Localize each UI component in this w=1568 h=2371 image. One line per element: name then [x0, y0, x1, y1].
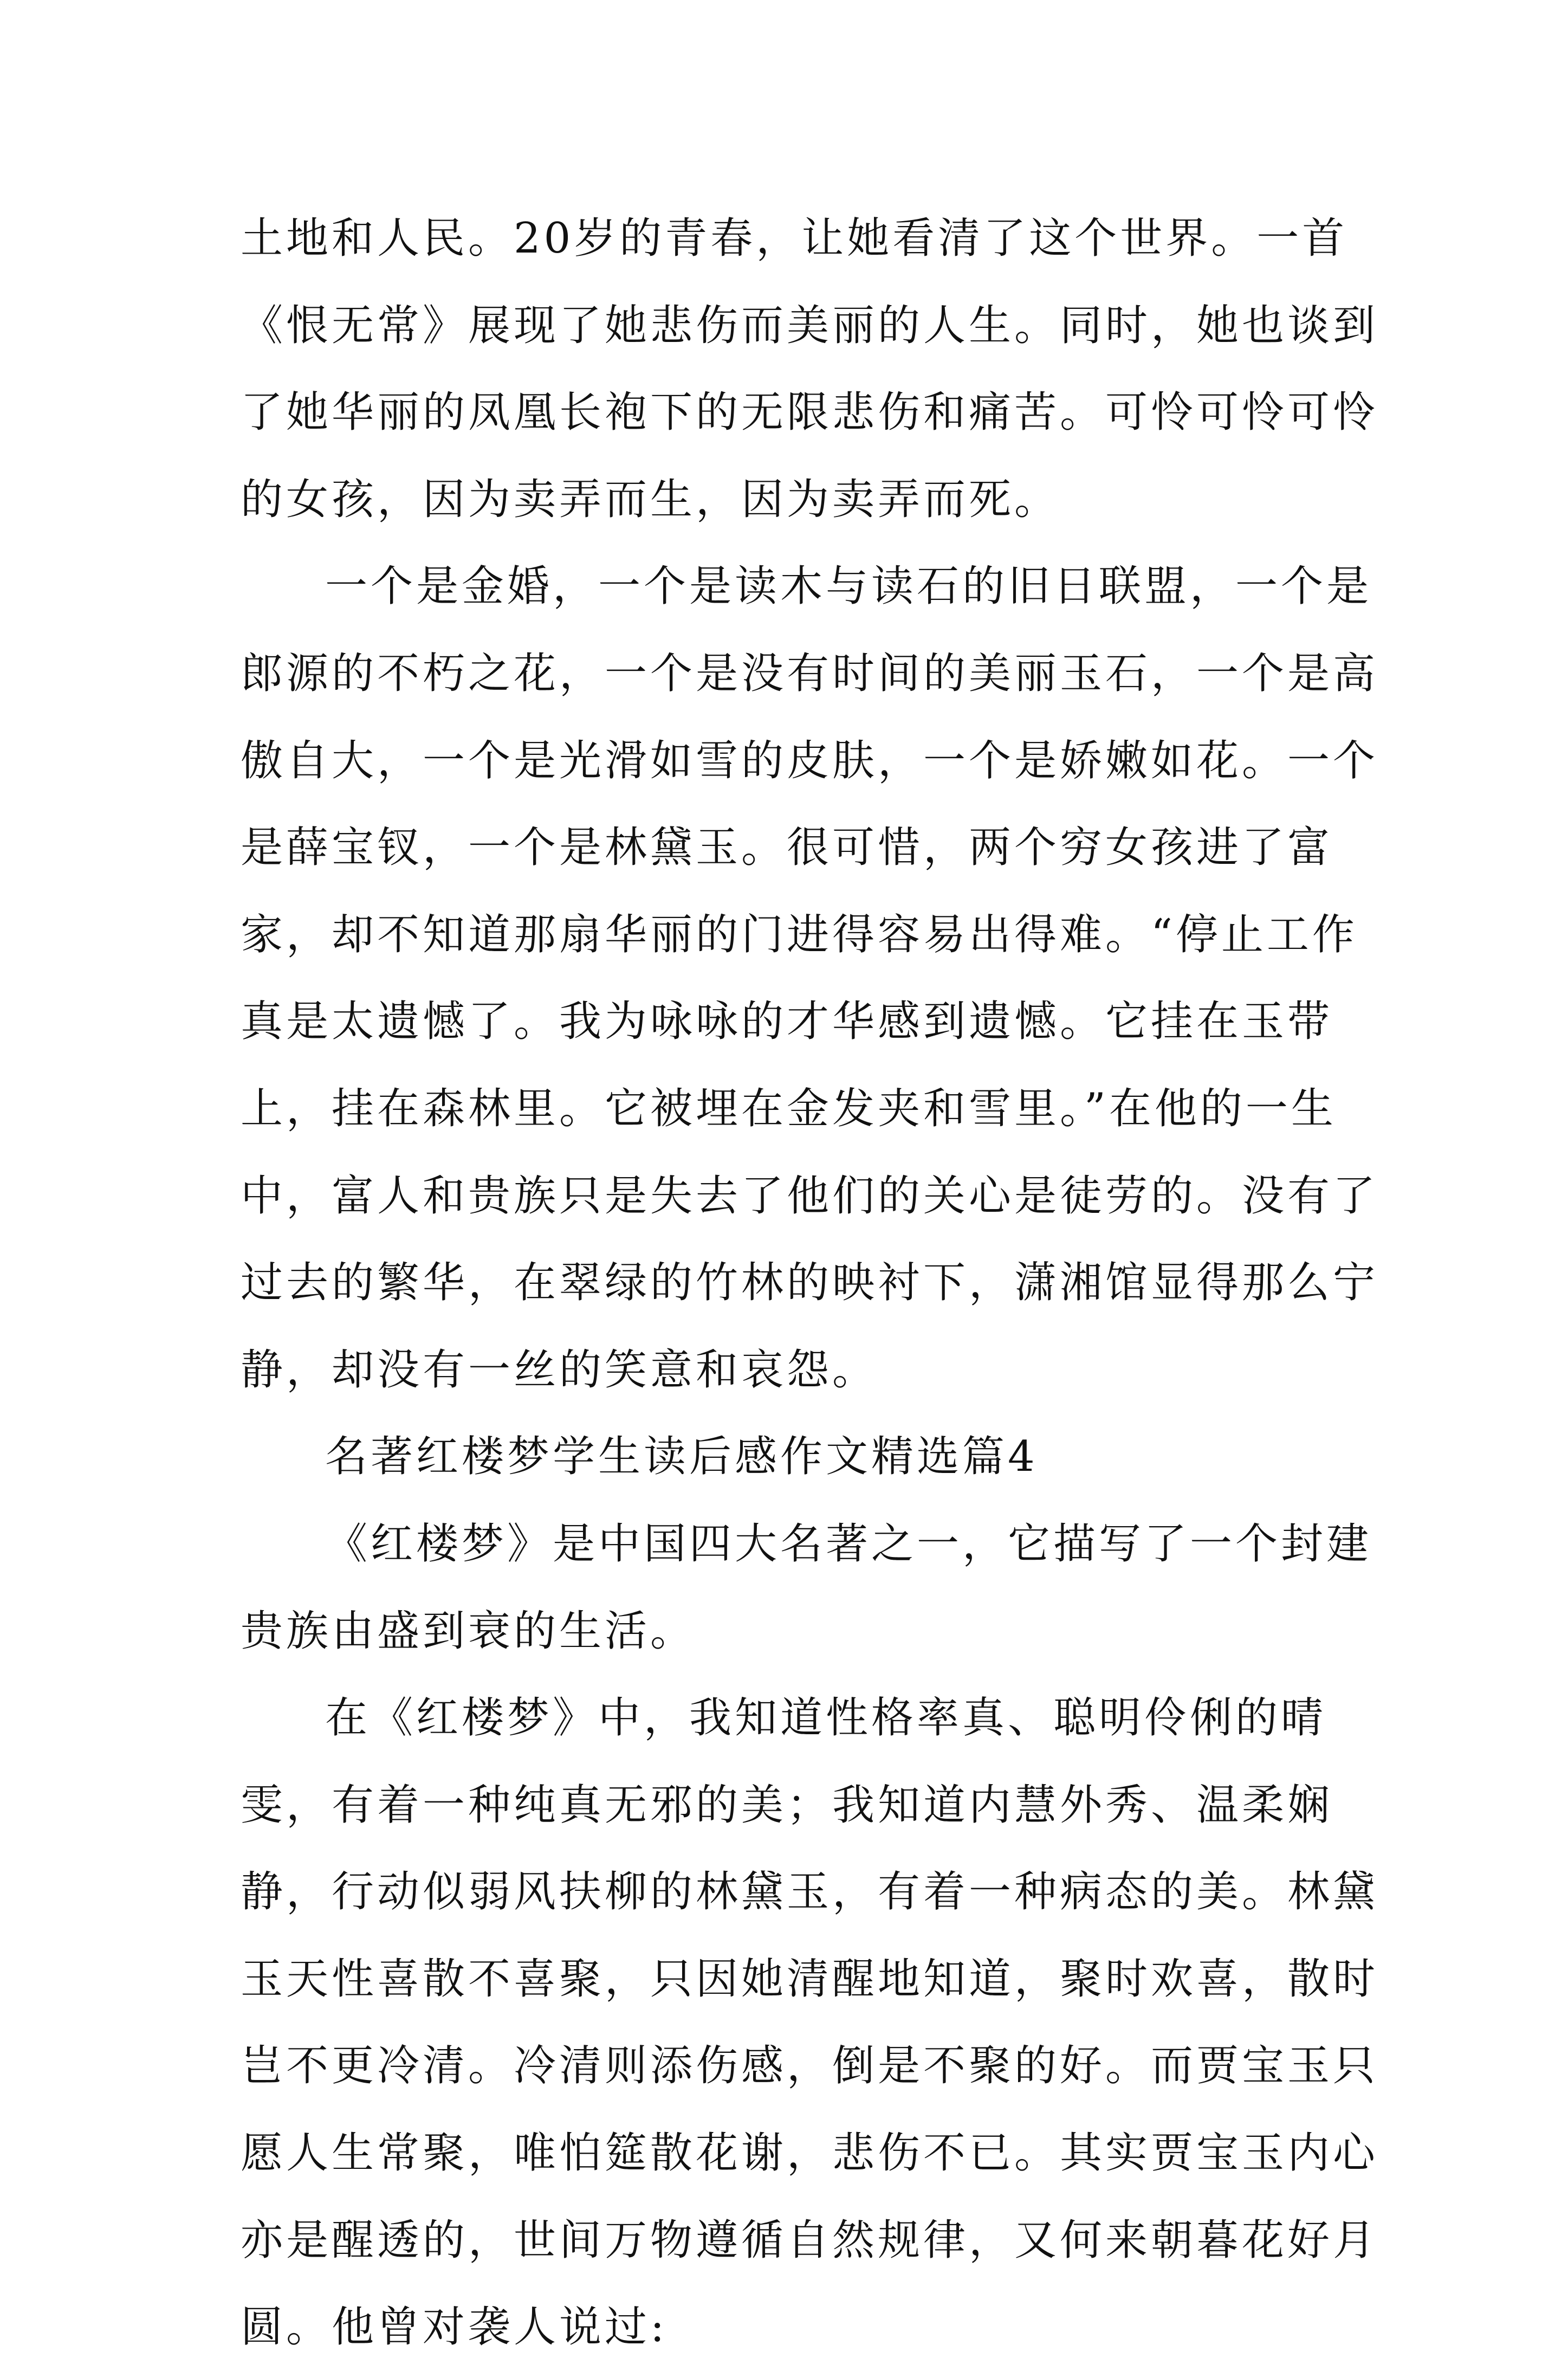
document-body [241, 195, 1389, 2371]
paragraph-1: 土地和人民。20岁的青春，让她看清了这个世界。一首《恨无常》展现了她悲伤而美丽的人生。同时，她也谈到了她华丽的凤凰长袍下的无限悲伤和痛苦。可怜可怜可怜的女孩，因为卖弄而生，因为卖弄而死。 [241, 214, 1379, 524]
paragraph-2: 一个是金婚，一个是读木与读石的旧日联盟，一个是郎源的不朽之花，一个是没有时间的美丽玉石，一个是高傲自大，一个是光滑如雪的皮肤，一个是娇嫩如花。一个是薛宝钗，一个是林黛玉。很可惜，两个穷女孩进了富家，却不知道那扇华丽的门进得容易出得难。“停止工作真是太遗憾了。我为咏咏的才华感到遗憾。它挂在玉带上，挂在森林里。它被埋在金发夹和雪里。”在他的一生中，富人和贵族只是失去了他们的关心是徒劳的。没有了过去的繁华，在翠绿的竹林的映衬下，潇湘馆显得那么宁静，却没有一丝的笑意和哀怨。 [241, 562, 1379, 1394]
paragraph-3: 《红楼梦》是中国四大名著之一，它描写了一个封建贵族由盛到衰的生活。 [241, 1519, 1372, 1656]
section-heading: 名著红楼梦学生读后感作文精选篇4 [325, 1432, 1038, 1482]
paragraph-4: 在《红楼梦》中，我知道性格率真、聪明伶俐的晴雯，有着一种纯真无邪的美；我知道内慧外秀、温柔娴静，行动似弱风扶柳的林黛玉，有着一种病态的美。林黛玉天性喜散不喜聚，只因她清醒地知道，聚时欢喜，散时岂不更冷清。冷清则添伤感，倒是不聚的好。而贾宝玉只愿人生常聚，唯怕筵散花谢，悲伤不已。其实贾宝玉内心亦是醒透的，世间万物遵循自然规律，又何来朝暮花好月圆。他曾对袭人说过: [241, 1694, 1379, 2352]
